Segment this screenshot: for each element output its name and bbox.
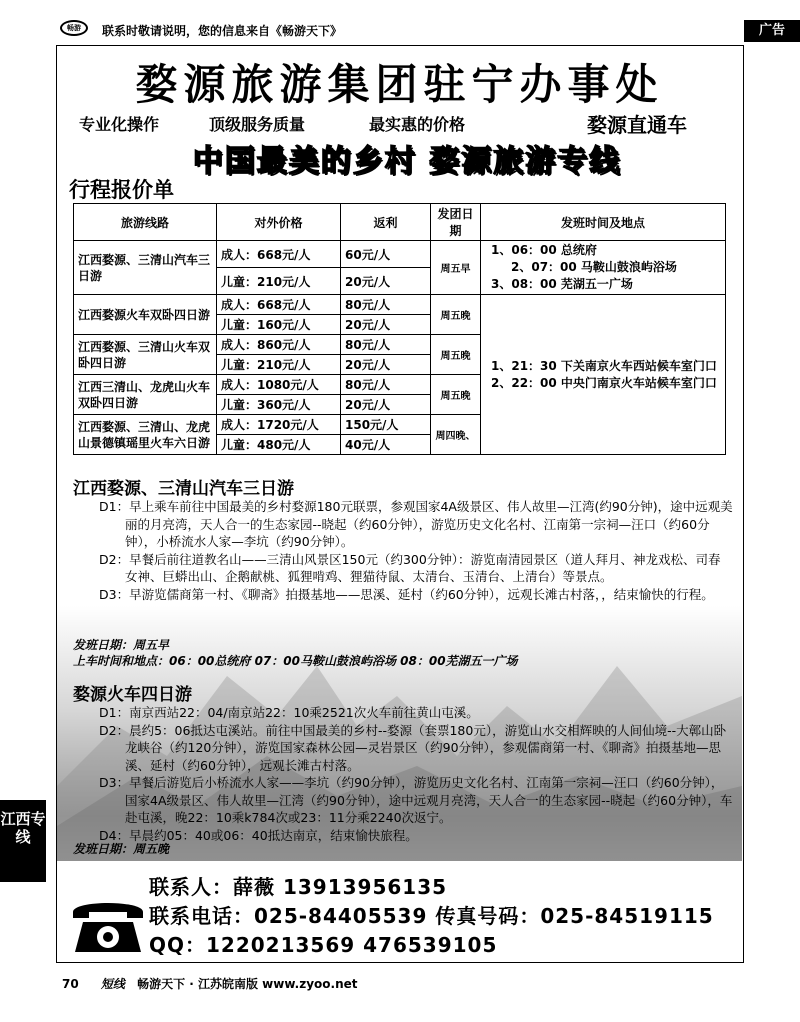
header-price: 对外价格 [217, 204, 341, 241]
section-side-tab: 江西专线 [0, 800, 46, 882]
contact-qq: QQ：1220213569 476539105 [149, 933, 498, 957]
slogan-price: 最实惠的价格 [369, 115, 466, 134]
adult-rebate: 80元/人 [341, 335, 431, 355]
route-cell: 江西婺源、三清山汽车三日游 [74, 241, 217, 295]
header-schedule: 发班时间及地点 [481, 204, 726, 241]
adult-price: 成人：1080元/人 [217, 375, 341, 395]
bus-schedule [481, 241, 726, 295]
depart-day: 周四晚、 [431, 415, 481, 455]
child-price: 儿童：360元/人 [217, 395, 341, 415]
adult-rebate: 60元/人 [341, 241, 431, 268]
schedule-line: 1、21：30 下关南京火车西站候车室门口 [491, 358, 717, 373]
adult-price: 成人：668元/人 [217, 295, 341, 315]
itinerary-day: D3：早游览儒商第一村、《聊斋》拍摄基地——思溪、延村（约60分钟），远观长滩古村落，，结束愉快的行程。 [99, 586, 714, 602]
train-tour-itinerary [73, 704, 733, 844]
table-row [74, 295, 726, 315]
child-rebate: 40元/人 [341, 435, 431, 455]
child-price: 儿童：210元/人 [217, 268, 341, 295]
route-cell: 江西婺源、三清山、龙虎山景德镇瑶里火车六日游 [74, 415, 217, 455]
route-cell: 江西婺源火车双卧四日游 [74, 295, 217, 335]
departure-date-bus: 发班日期：周五早 [73, 638, 170, 652]
ad-label: 广告 [744, 20, 800, 42]
slogan-professional: 专业化操作 [79, 115, 160, 134]
child-rebate: 20元/人 [341, 315, 431, 335]
header-rebate: 返利 [341, 204, 431, 241]
page-title: 婺源旅游集团驻宁办事处 [135, 60, 664, 109]
quote-title: 行程报价单 [69, 178, 174, 202]
page-number: 70 [62, 977, 79, 991]
child-rebate: 20元/人 [341, 395, 431, 415]
contact-person: 联系人：薛薇 13913956135 [149, 875, 448, 899]
schedule-line: 2、07：00 马鞍山鼓浪屿浴场 [511, 260, 677, 274]
adult-price: 成人：860元/人 [217, 335, 341, 355]
top-bar [0, 0, 800, 45]
train-schedule [481, 295, 726, 455]
banner-headline: 中国最美的乡村 婺源旅游专线 [192, 144, 622, 179]
adult-price: 成人：1720元/人 [217, 415, 341, 435]
table-header-row [74, 204, 726, 241]
depart-day: 周五晚 [431, 375, 481, 415]
itinerary-day: D1：早上乘车前往中国最美的乡村婺源180元联票，参观国家4A级景区、伟人故里—江湾(约90分钟)，途中远观美丽的月亮湾，天人合一的生态家园--晓起（约60分钟），游览历史文化名村、江南第一宗祠—汪口（约60分钟），小桥流水人家—李坑（约90分钟）。 [99, 499, 733, 549]
depart-day: 周五早 [431, 241, 481, 295]
itinerary-day: D4：早晨约05：40或06：40抵达南京，结束愉快旅程。 [99, 827, 418, 843]
itinerary-day: D2：早餐后前往道教名山——三清山风景区150元（约300分钟）：游览南清园景区（道人拜月、神龙戏松、司春女神、巨蟒出山、企鹅献桃、狐狸啃鸡、狸猫待鼠、太清台、玉清台、上清台）等景点。 [99, 551, 721, 584]
itinerary-day: D1：南京西站22：04/南京站22：10乘2521次火车前往黄山屯溪。 [99, 705, 479, 720]
route-cell: 江西婺源、三清山火车双卧四日游 [74, 335, 217, 375]
adult-rebate: 150元/人 [341, 415, 431, 435]
child-rebate: 20元/人 [341, 355, 431, 375]
depart-day: 周五晚 [431, 295, 481, 335]
pickup-info: 上车时间和地点：06：00总统府 07：00马鞍山鼓浪屿浴场 08：00芜湖五一广场 [73, 654, 518, 668]
section-title-bus-tour: 江西婺源、三清山汽车三日游 [73, 479, 294, 499]
route-cell: 江西三清山、龙虎山火车双卧四日游 [74, 375, 217, 415]
price-table [73, 203, 726, 455]
schedule-line: 1、06：00 总统府 [491, 243, 597, 257]
section-title-train-tour: 婺源火车四日游 [73, 685, 192, 705]
source-notice: 联系时敬请说明，您的信息来自《畅游天下》 [102, 24, 343, 38]
child-price: 儿童：160元/人 [217, 315, 341, 335]
slogan-quality: 顶级服务质量 [209, 115, 306, 134]
telephone-icon [69, 894, 147, 956]
depart-day: 周五晚 [431, 335, 481, 375]
child-price: 儿童：210元/人 [217, 355, 341, 375]
adult-rebate: 80元/人 [341, 375, 431, 395]
ad-frame [56, 45, 744, 963]
magazine-logo: 畅游 [60, 20, 88, 36]
table-row [74, 241, 726, 268]
itinerary-day: D3：早餐后游览后小桥流水人家——李坑（约90分钟），游览历史文化名村、江南第一宗祠—汪口（约60分钟），国家4A级景区、伟人故里—江湾（约90分钟），途中远观月亮湾，天人合一的生态家园--晓起（约60分钟），车赴屯溪，晚22：10乘k784次或23：11分乘2240次返宁。 [99, 775, 733, 825]
slogan-direct-bus: 婺源直通车 [587, 113, 687, 137]
page-footer [62, 975, 358, 992]
adult-price: 成人：668元/人 [217, 241, 341, 268]
child-price: 儿童：480元/人 [217, 435, 341, 455]
itinerary-day: D2：晨约5：06抵达屯溪站。前往中国最美的乡村--婺源（套票180元），游览山水交相辉映的人间仙境--大鄣山卧龙峡谷（约120分钟），游览国家森林公园—灵岩景区（约90分钟），参观儒商第一村、《聊斋》拍摄基地—思溪、延村（约60分钟），远观长滩古村落。 [99, 722, 727, 773]
schedule-line: 2、22：00 中央门南京火车站候车室门口 [491, 375, 717, 390]
header-route: 旅游线路 [74, 204, 217, 241]
footer-section: 短线 [100, 977, 125, 991]
adult-rebate: 80元/人 [341, 295, 431, 315]
departure-date-train: 发班日期：周五晚 [73, 842, 170, 856]
schedule-line: 3、08：00 芜湖五一广场 [491, 277, 633, 291]
header-date: 发团日期 [431, 204, 481, 241]
footer-publication: 畅游天下 · 江苏皖南版 www.zyoo.net [137, 977, 358, 991]
child-rebate: 20元/人 [341, 268, 431, 295]
contact-phone-fax: 联系电话：025-84405539 传真号码：025-84519115 [149, 904, 714, 928]
bus-tour-itinerary [73, 498, 733, 603]
contact-panel [57, 861, 742, 961]
